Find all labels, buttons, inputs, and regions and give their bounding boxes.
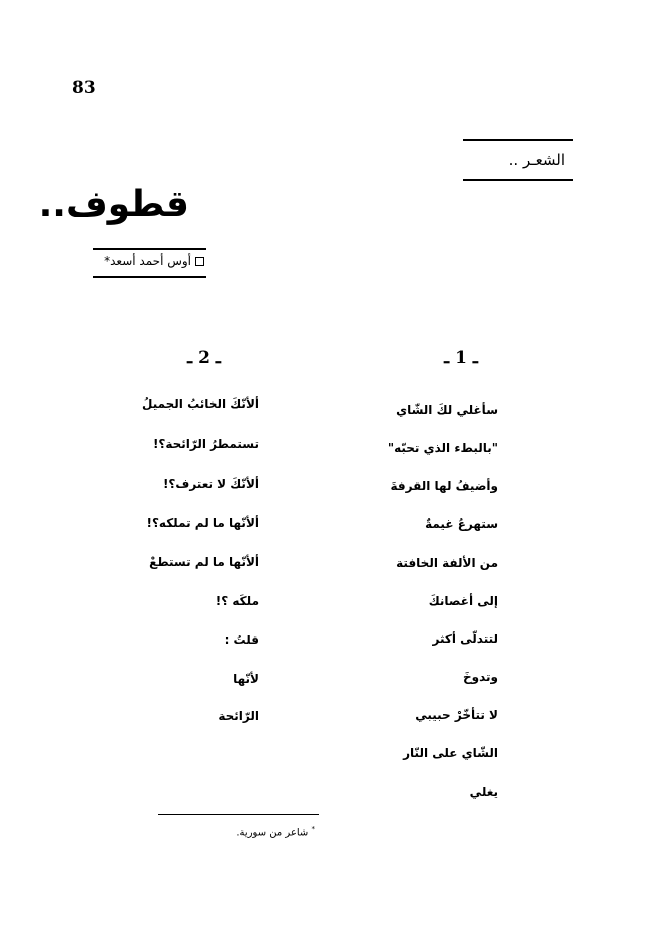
poem-line: الشّاي على النّار <box>403 746 498 760</box>
poem-line: لا تتأخّرْ حبيبي <box>415 708 498 722</box>
poem-line: من الألفة الخافتة <box>396 556 498 570</box>
poem-1-heading: ـ 1 ـ <box>444 348 478 368</box>
section-header <box>463 139 573 181</box>
poem-line: لأنّها <box>233 672 259 686</box>
poem-line: الرّائحة <box>218 709 259 723</box>
page-number: 83 <box>72 78 96 98</box>
poem-1 <box>298 402 498 822</box>
checkbox-icon <box>195 257 204 266</box>
poem-line: قلتُ : <box>224 633 259 647</box>
poem-line: ألأنّها ما لم تستطعْ <box>149 555 259 569</box>
poem-line: ستهرعُ غيمةٌ <box>425 517 498 531</box>
page-title: قطوف.. <box>38 184 189 225</box>
section-label: الشعـر .. <box>508 151 565 169</box>
author-byline <box>93 248 206 278</box>
poem-line: ألأنّها ما لم تملكه؟! <box>146 516 259 530</box>
poem-2-heading: ـ 2 ـ <box>187 348 221 368</box>
poem-line: سأغلي لكَ الشّاي <box>396 403 498 417</box>
footnote-divider <box>158 814 319 815</box>
author-line <box>104 254 204 268</box>
poem-line: ألأنّكَ لا تعترف؟! <box>162 477 259 491</box>
poem-line: يغلي <box>469 785 498 799</box>
poem-line: لتتدلّى أكثر <box>432 632 498 646</box>
poem-line: "بالبطء الذي تحبّه" <box>387 441 498 455</box>
poem-line: وتدوخَ <box>462 670 498 684</box>
poem-line: ملكَه ؟! <box>215 594 259 608</box>
footnote-text: شاعر من سورية. <box>236 827 309 839</box>
footnote-marker: * <box>311 825 315 833</box>
poem-line: تستمطرُ الرّائحة؟! <box>152 437 259 451</box>
poem-line: إلى أغصانكَ <box>428 594 498 608</box>
poem-line: وأضيفُ لها القرفةَ <box>390 479 498 493</box>
author-name: أوس أحمد أسعد* <box>104 254 191 268</box>
footnote <box>236 825 315 838</box>
poem-line: ألأنّكَ الخائبُ الجميلُ <box>142 397 259 411</box>
poem-2 <box>59 396 259 726</box>
